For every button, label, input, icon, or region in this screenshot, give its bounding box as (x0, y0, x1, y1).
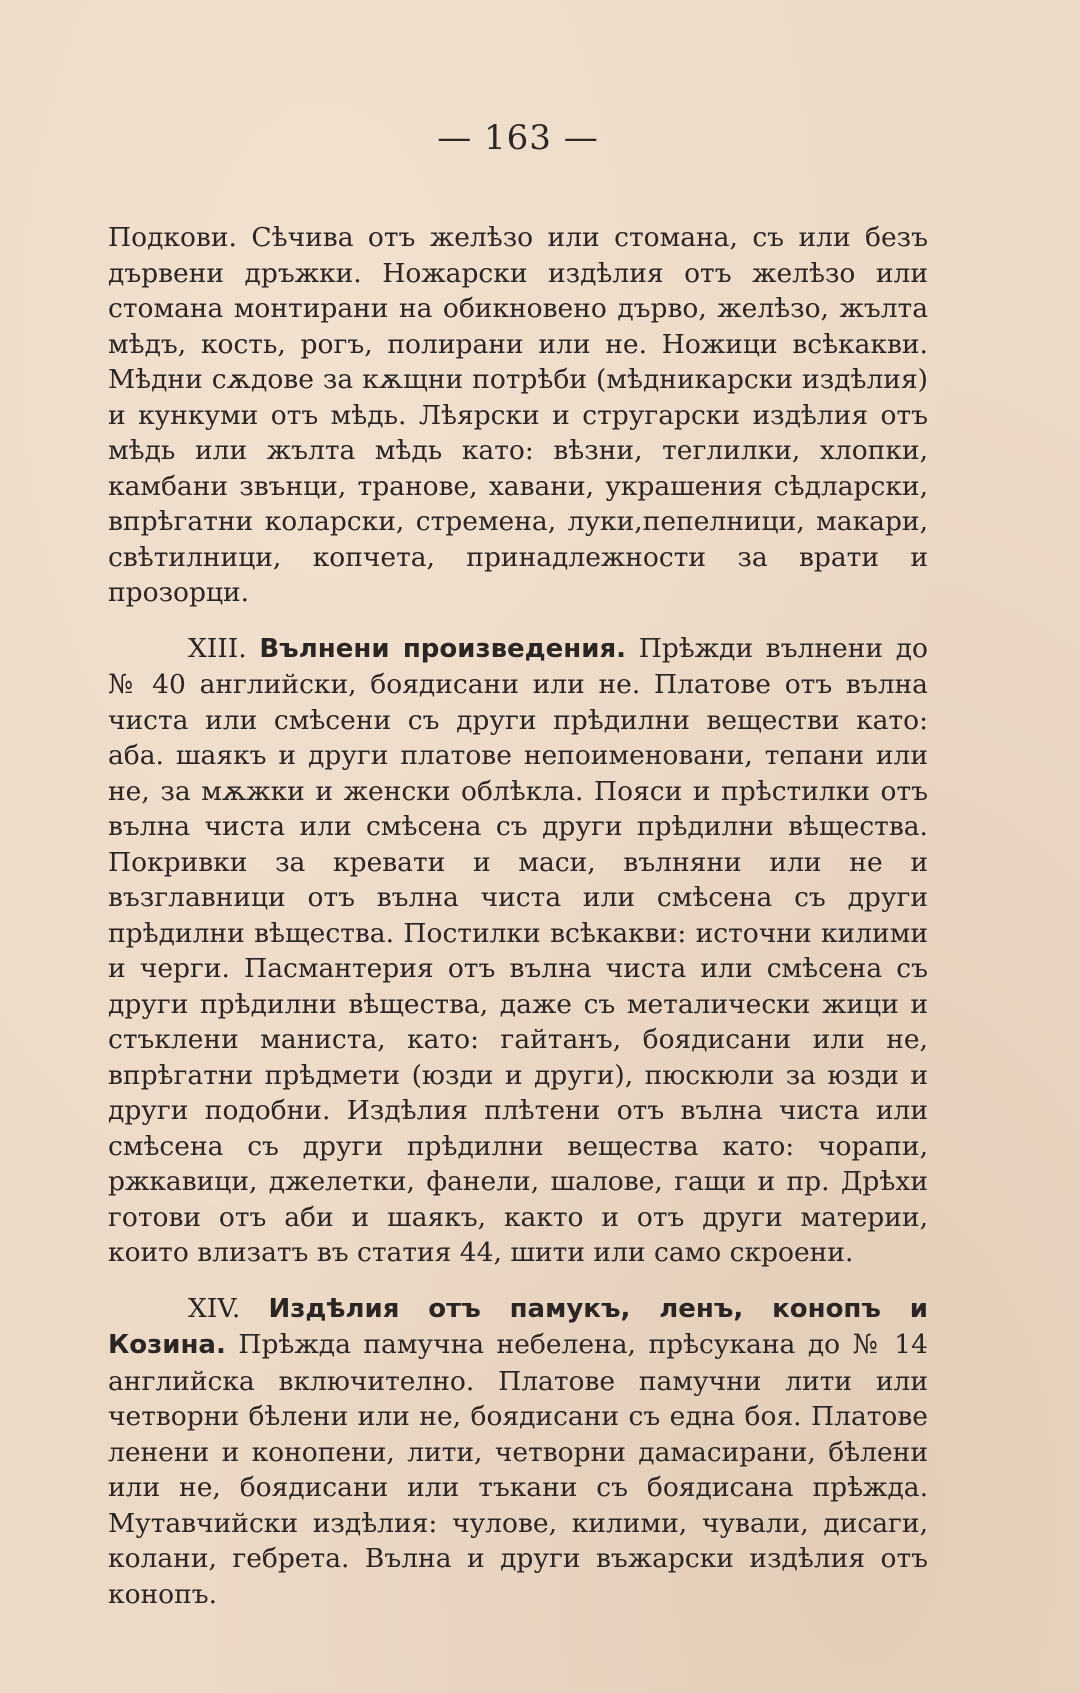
page-number: — 163 — (437, 118, 599, 158)
paragraph-text: Прѣжди вълнени до № 40 английски, боядисани или не. Платове отъ вълна чиста или смѣсени съ други прѣдилни веществи като: аба. шаякъ и други платове непоименовани, тепани или не, за мѫжки и женски облѣкла. Пояси и прѣстилки отъ вълна чиста или смѣсена съ други прѣдилни вѣщества. Покривки за кревати и маси, вълняни или не и възглавници отъ вълна чиста или смѣсена съ други прѣдилни вѣщества. Постилки всѣкакви: источни килими и черги. Пасмантерия отъ вълна чиста или смѣсена съ други прѣдилни вѣщества, даже съ металически жици и стъклени маниста, като: гайтанъ, боядисани или не, впрѣгатни прѣдмети (юзди и други), пюскюли за юзди и други подобни. Издѣлия плѣтени отъ вълна чиста или смѣсена съ други прѣдилни вещества като: чорапи, ржкавици, джелетки, фанели, шалове, гащи и пр. Дрѣхи готови отъ аби и шаякъ, както и отъ други материи, които влизатъ въ статия 44, шити или само скроени. (108, 632, 928, 1268)
paragraph-section-xiv (108, 1291, 928, 1613)
section-number: XIII. (188, 632, 247, 664)
paragraph-text: Подкови. Сѣчива отъ желѣзо или стомана, съ или безъ дървени дръжки. Ножарски издѣлия отъ желѣзо или стомана монтирани на обикновено дърво, желѣзо, жълта мѣдъ, кость, рогъ, полирани или не. Ножици всѣкакви. Мѣдни сѫдове за кѫщни потрѣби (мѣдникарски издѣлия) и кункуми отъ мѣдь. Лѣярски и стругарски издѣлия отъ мѣдь или жълта мѣдь като: вѣзни, теглилки, хлопки, камбани звънци, транове, хавани, украшения сѣдларски, впрѣгатни коларски, стремена, луки,пепелници, макари, свѣтилници, копчета, принадлежности за врати и прозорци. (108, 222, 928, 608)
paragraph-text: Прѣжда памучна небелена, прѣсукана до № 14 английска включително. Платове памучни лити или четворни бѣлени или не, боядисани съ една боя. Платове ленени и конопени, лити, четворни дамасирани, бѣлени или не, боядисани или тъкани съ боядисана прѣжда. Мутавчийски издѣлия: чулове, килими, чували, дисаги, колани, гебрета. Вълна и други въжарски издѣлия отъ конопъ. (108, 1329, 928, 1610)
page-content (108, 118, 928, 1612)
paragraph-section-xiii (108, 631, 928, 1271)
section-heading: Издѣлия отъ памукъ, ленъ, конопъ и Козина. (108, 1293, 928, 1360)
paragraph-tools (108, 220, 928, 611)
section-heading: Вълнени произведения. (259, 633, 627, 664)
section-number: XIV. (188, 1292, 241, 1324)
